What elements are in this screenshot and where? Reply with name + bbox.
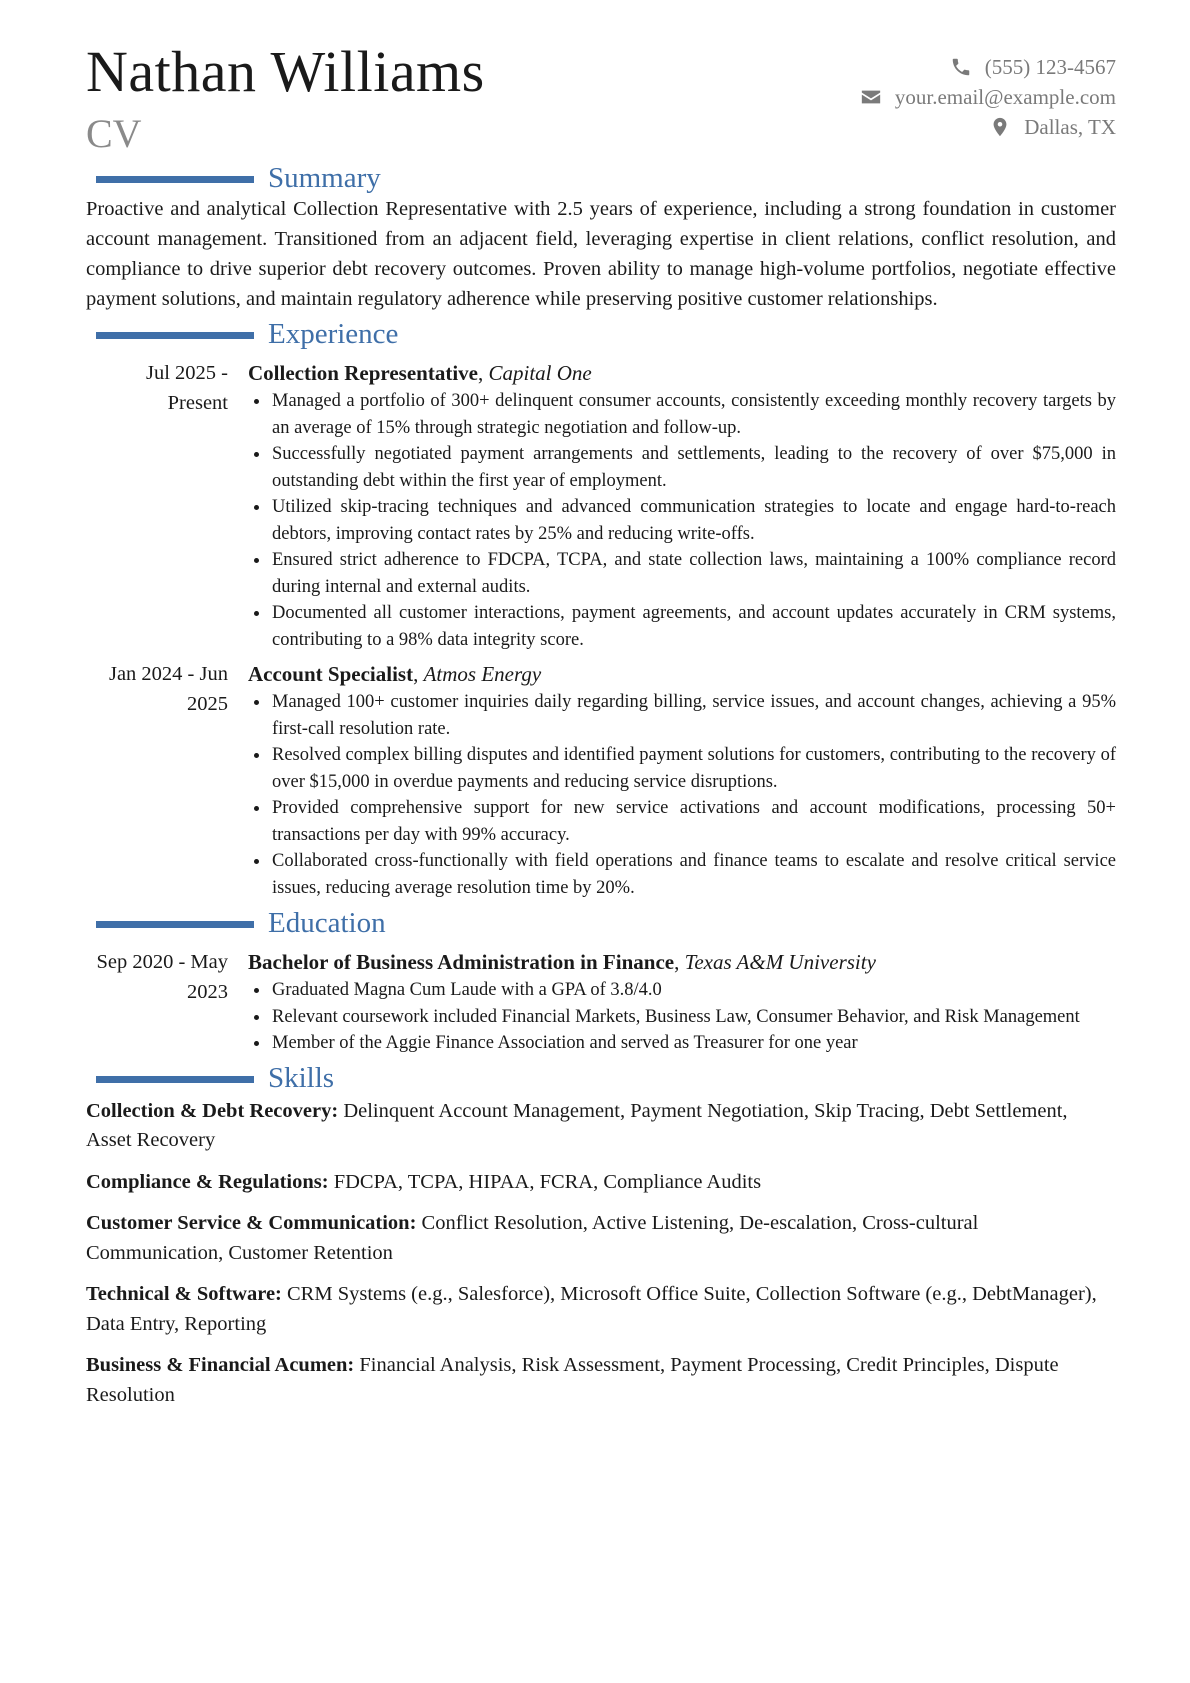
list-item: Successfully negotiated payment arrangements and settlements, leading to the recovery of over $75,000 in outstanding debt within the first year of employment.	[248, 441, 1116, 494]
contact-email-row	[859, 82, 1116, 112]
entry-body	[248, 659, 1116, 901]
map-pin-icon	[988, 116, 1012, 138]
entry-title: Bachelor of Business Administration in Finance, Texas A&M University	[248, 950, 876, 974]
entry-bullets	[248, 388, 1116, 653]
experience-entry	[86, 358, 1116, 653]
skill-group	[86, 1168, 1116, 1198]
section-header-skills	[86, 1061, 1116, 1097]
entry-degree: Bachelor of Business Administration in Finance	[248, 950, 675, 974]
education-entry	[86, 947, 1116, 1057]
section-title-summary: Summary	[268, 161, 381, 194]
list-item: Provided comprehensive support for new service activations and account modifications, processing 50+ transactions per day with 99% accuracy.	[248, 795, 1116, 848]
section-title-skills: Skills	[268, 1062, 335, 1094]
entry-school: Texas A&M University	[684, 950, 876, 974]
skill-group-items: Conflict Resolution, Active Listening, De-escalation, Cross-cultural Communication, Customer Retention	[86, 1212, 979, 1264]
skill-group-items: Financial Analysis, Risk Assessment, Payment Processing, Credit Principles, Dispute Resolution	[86, 1354, 1059, 1406]
skills-list	[86, 1097, 1116, 1411]
skill-group-items: FDCPA, TCPA, HIPAA, FCRA, Compliance Audits	[333, 1170, 762, 1193]
entry-org: Atmos Energy	[423, 662, 542, 686]
entry-title: Collection Representative, Capital One	[248, 361, 592, 385]
skill-group	[86, 1351, 1116, 1410]
skill-group	[86, 1280, 1116, 1339]
skill-group	[86, 1097, 1116, 1156]
envelope-icon	[859, 86, 883, 108]
list-item: Documented all customer interactions, payment agreements, and account updates accurately in CRM systems, contributing to a 98% data integrity score.	[248, 600, 1116, 653]
skill-group-label: Customer Service & Communication:	[86, 1212, 417, 1234]
contact-location-row	[859, 112, 1116, 142]
contact-location: Dallas, TX	[1024, 115, 1116, 139]
list-item: Ensured strict adherence to FDCPA, TCPA, and state collection laws, maintaining a 100% compliance record during internal and external audits.	[248, 547, 1116, 600]
skill-group-items: Delinquent Account Management, Payment Negotiation, Skip Tracing, Debt Settlement, Asset Recovery	[86, 1099, 1068, 1151]
list-item: Resolved complex billing disputes and identified payment solutions for customers, contributing to the recovery of over $15,000 in overdue payments and reducing service disruptions.	[248, 742, 1116, 795]
section-accent-bar	[96, 1076, 254, 1083]
entry-body	[248, 358, 1116, 653]
entry-date: Sep 2020 - May 2023	[96, 951, 228, 1003]
section-accent-bar	[96, 332, 254, 339]
section-title-experience: Experience	[268, 317, 399, 350]
resume-page	[86, 40, 1116, 1422]
section-title-education: Education	[268, 906, 386, 939]
skill-group-label: Technical & Software:	[86, 1283, 282, 1305]
section-header-experience	[86, 316, 1116, 352]
candidate-name: Nathan Williams	[86, 39, 485, 104]
skill-group-label: Business & Financial Acumen:	[86, 1354, 355, 1376]
contact-email[interactable]: your.email@example.com	[894, 85, 1116, 109]
contact-phone[interactable]: (555) 123-4567	[984, 55, 1116, 79]
phone-icon	[949, 56, 973, 78]
resume-header	[86, 40, 1116, 160]
entry-title: Account Specialist, Atmos Energy	[248, 662, 542, 686]
list-item: Graduated Magna Cum Laude with a GPA of 3.8/4.0	[248, 977, 1116, 1004]
list-item: Managed 100+ customer inquiries daily regarding billing, service issues, and account changes, achieving a 95% first-call resolution rate.	[248, 689, 1116, 742]
contact-phone-row	[859, 52, 1116, 82]
section-accent-bar	[96, 176, 254, 183]
list-item: Managed a portfolio of 300+ delinquent consumer accounts, consistently exceeding monthly recovery targets by an average of 15% through strategic negotiation and follow-up.	[248, 388, 1116, 441]
summary-text: Proactive and analytical Collection Representative with 2.5 years of experience, including a strong foundation in customer account management. Transitioned from an adjacent field, leveraging expertise in client relations, conflict resolution, and compliance to drive superior debt recovery outcomes. Proven ability to manage high-volume portfolios, negotiate effective payment solutions, and maintain regulatory adherence while preserving positive customer relationships.	[86, 198, 1116, 310]
list-item: Relevant coursework included Financial Markets, Business Law, Consumer Behavior, and Risk Management	[248, 1004, 1116, 1031]
skill-group-items: CRM Systems (e.g., Salesforce), Microsoft Office Suite, Collection Software (e.g., DebtManager), Data Entry, Reporting	[86, 1283, 1097, 1335]
entry-bullets	[248, 689, 1116, 901]
skill-group-label: Collection & Debt Recovery:	[86, 1099, 339, 1122]
section-header-summary	[86, 160, 1116, 196]
entry-role: Collection Representative	[248, 361, 478, 385]
skill-group	[86, 1209, 1116, 1268]
entry-body	[248, 947, 1116, 1057]
experience-entry	[86, 659, 1116, 901]
document-subtitle: CV	[86, 111, 142, 156]
section-header-education	[86, 905, 1116, 941]
contact-block	[859, 52, 1116, 142]
section-accent-bar	[96, 921, 254, 928]
entry-date: Jul 2025 - Present	[146, 362, 228, 414]
entry-role: Account Specialist	[248, 662, 414, 686]
skill-group-label: Compliance & Regulations:	[86, 1170, 329, 1193]
entry-bullets	[248, 977, 1116, 1057]
list-item: Utilized skip-tracing techniques and advanced communication strategies to locate and engage hard-to-reach debtors, improving contact rates by 25% and reducing write-offs.	[248, 494, 1116, 547]
entry-org: Capital One	[488, 361, 592, 385]
list-item: Member of the Aggie Finance Association and served as Treasurer for one year	[248, 1030, 1116, 1057]
list-item: Collaborated cross-functionally with field operations and finance teams to escalate and resolve critical service issues, reducing average resolution time by 20%.	[248, 848, 1116, 901]
entry-date: Jan 2024 - Jun 2025	[108, 663, 228, 715]
